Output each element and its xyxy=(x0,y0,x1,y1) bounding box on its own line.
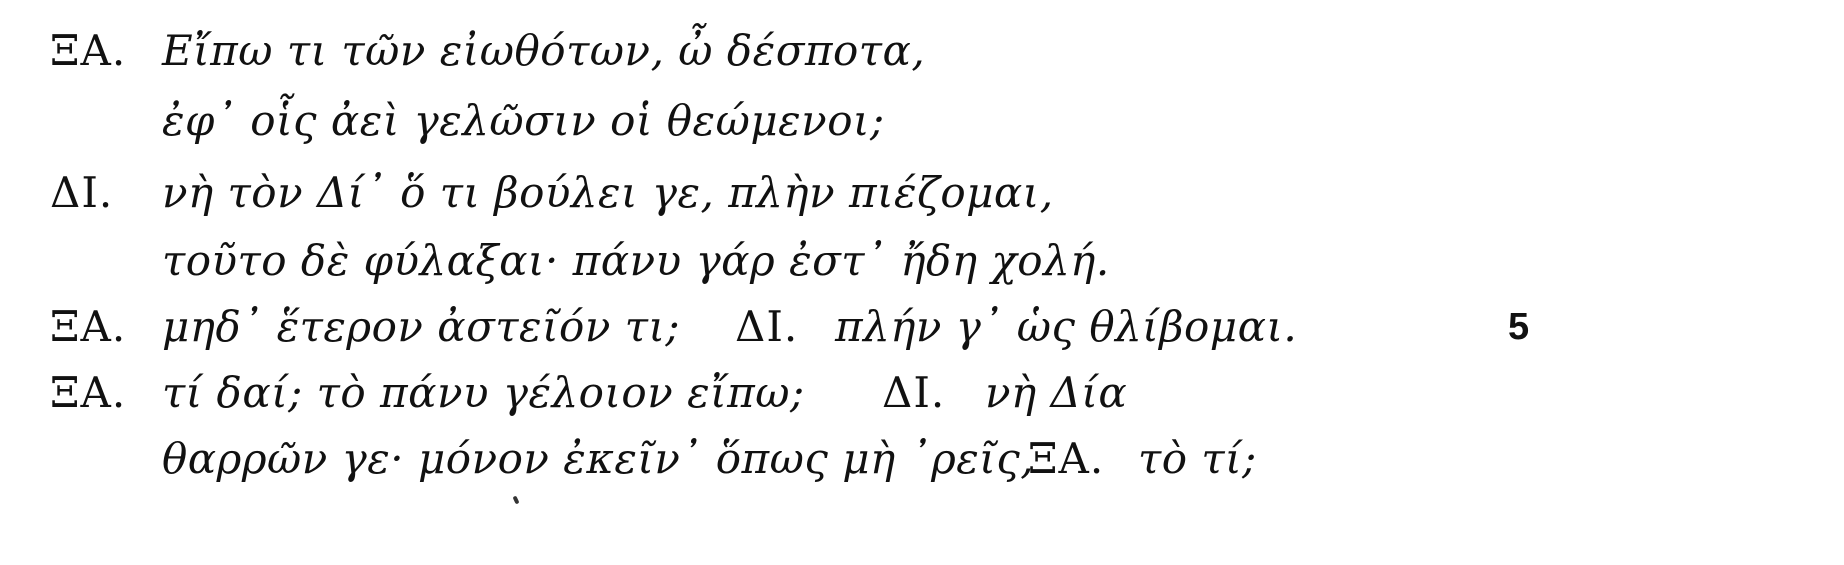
speaker-label: ΞΑ. xyxy=(50,368,127,417)
speaker-label: ΞΑ. xyxy=(50,302,127,351)
verse-line-continuation: τὸ τί; xyxy=(1138,434,1257,483)
verse-line: Εἴπω τι τῶν εἰωθότων, ὦ δέσποτα, xyxy=(162,26,926,75)
line-number: 5 xyxy=(1508,306,1530,348)
ink-speck xyxy=(512,496,519,505)
speaker-label: ΞΑ. xyxy=(1028,434,1105,483)
verse-line: μηδ᾽ ἕτερον ἀστεῖόν τι; xyxy=(162,302,681,351)
speaker-label: ΞΑ. xyxy=(50,26,127,75)
verse-line: τοῦτο δὲ φύλαξαι· πάνυ γάρ ἐστ᾽ ἤδη χολή. xyxy=(162,236,1110,285)
verse-line: τί δαί; τὸ πάνυ γέλοιον εἴπω; xyxy=(162,368,805,417)
speaker-label: ΔΙ. xyxy=(882,368,946,417)
verse-line-continuation: πλήν γ᾽ ὡς θλίβομαι. xyxy=(835,302,1298,351)
verse-line: θαρρῶν γε· μόνον ἐκεῖν᾽ ὅπως μὴ ᾽ρεῖς, xyxy=(162,434,1035,483)
speaker-label: ΔΙ. xyxy=(735,302,799,351)
verse-line: νὴ τὸν Δί᾽ ὅ τι βούλει γε, πλὴν πιέζομαι, xyxy=(162,168,1054,217)
speaker-label: ΔΙ. xyxy=(50,168,114,217)
verse-line-continuation: νὴ Δία xyxy=(985,368,1128,417)
verse-line: ἐφ᾽ οἷς ἀεὶ γελῶσιν οἱ θεώμενοι; xyxy=(162,96,885,145)
